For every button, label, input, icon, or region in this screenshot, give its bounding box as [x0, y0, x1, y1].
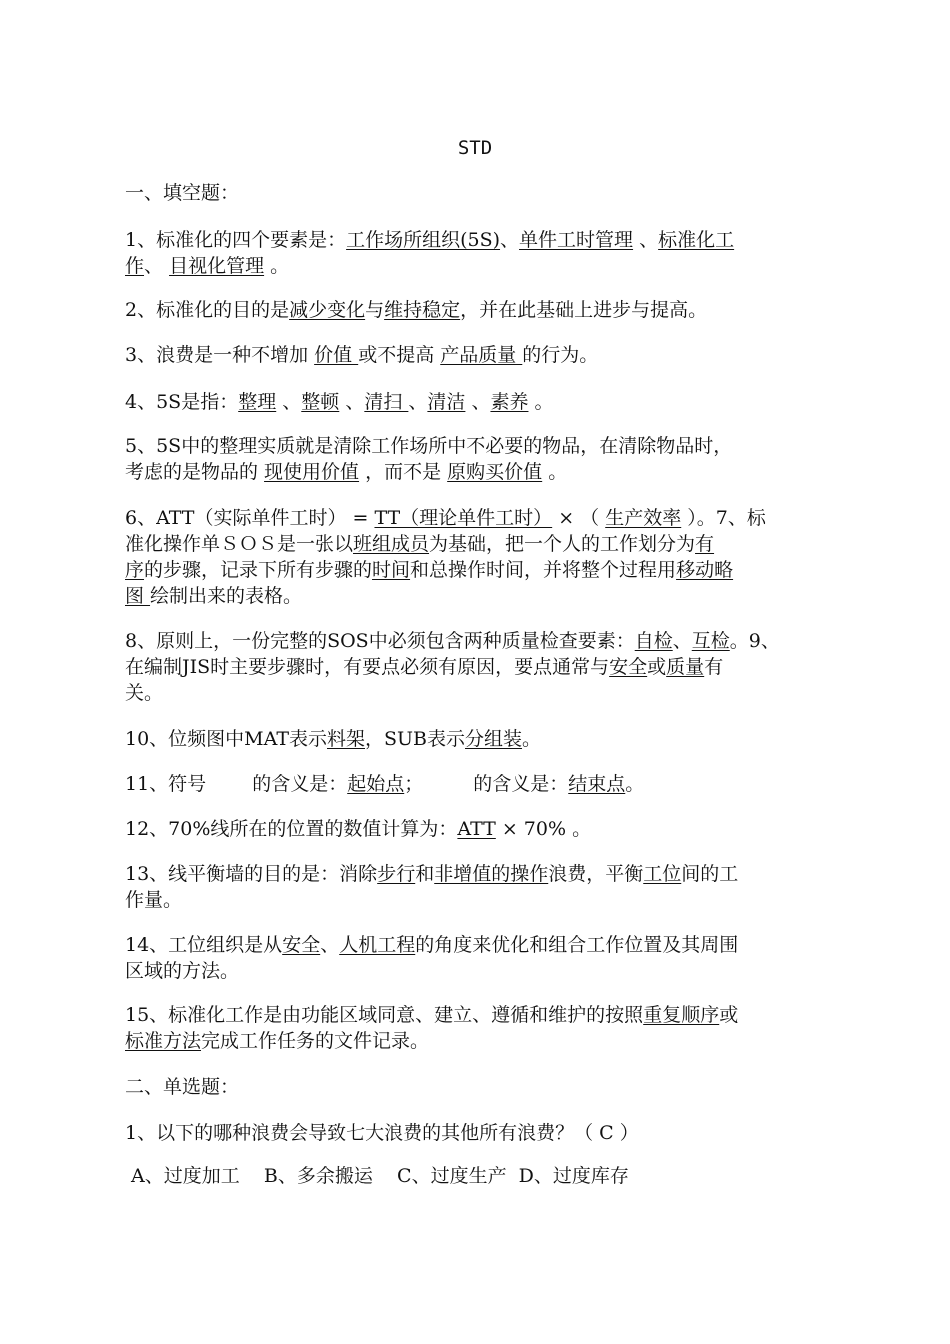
section-heading-single-choice: 二、单选题：	[125, 1076, 240, 1098]
question-14: 14、工位组织是从安全、人机工程的角度来优化和组合工作位置及其周围 区域的方法。	[125, 934, 739, 982]
question-13: 13、线平衡墙的目的是：消除步行和非增值的操作浪费，平衡工位间的工 作量。	[125, 863, 739, 911]
question-11: 11、符号 的含义是：起始点； 的含义是：结束点。	[125, 773, 645, 795]
question-4: 4、5S是指：整理 、整顿 、清扫 、清洁 、素养 。	[125, 391, 554, 413]
question-1: 1、标准化的四个要素是：工作场所组织(5S)、单件工时管理 、标准化工 作、 目视化管理 。	[125, 229, 735, 277]
question-10: 10、位频图中MAT表示料架，SUB表示分组装。	[125, 728, 542, 750]
question-8-9: 8、原则上，一份完整的SOS中必须包含两种质量检查要素：自检、互检。9、 在编制JIS时主要步骤时，有要点必须有原因，要点通常与安全或质量有 关。	[125, 630, 780, 704]
page-title: STD	[457, 137, 493, 159]
question-12: 12、70%线所在的位置的数值计算为：ATT × 70% 。	[125, 818, 592, 840]
mc-question-1-options: A、过度加工 B、多余搬运 C、过度生产 D、过度库存	[125, 1165, 629, 1187]
question-2: 2、标准化的目的是减少变化与维持稳定，并在此基础上进步与提高。	[125, 299, 708, 321]
mc-question-1: 1、以下的哪种浪费会导致七大浪费的其他所有浪费？（ C ）	[125, 1122, 639, 1144]
question-3: 3、浪费是一种不增加 价值 或不提高 产品质量 的行为。	[125, 344, 599, 366]
question-6-7: 6、ATT（实际单件工时） = TT（理论单件工时） × （ 生产效率 ）。7、标 准化操作单ＳＯＳ是一张以班组成员为基础，把一个人的工作划分为有 序的步骤，记录下所有步骤的时间和总操作时间，并将整个过程用移动略 图 绘制出来的表格。	[125, 507, 766, 607]
section-heading-fill-in: 一、填空题：	[125, 182, 240, 204]
question-15: 15、标准化工作是由功能区域同意、建立、遵循和维护的按照重复顺序或 标准方法完成工作任务的文件记录。	[125, 1004, 739, 1052]
question-5: 5、5S中的整理实质就是清除工作场所中不必要的物品，在清除物品时， 考虑的是物品的 现使用价值 ，而不是 原购买价值 。	[125, 435, 733, 483]
